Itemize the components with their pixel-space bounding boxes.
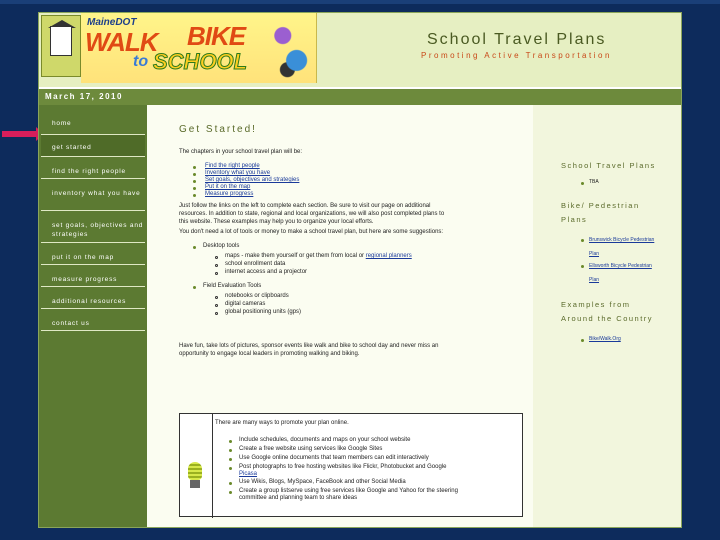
date-text: March 17, 2010 [45,92,123,101]
brand-to: to [133,53,149,70]
bullet-icon [229,458,232,461]
desktop-tool-item: school enrollment data [225,261,286,267]
chapter-link[interactable]: Set goals, objectives and strategies [205,177,300,183]
slide-top-line [0,0,720,4]
bullet-icon [193,180,196,183]
brunswick-plan-link[interactable]: Plan [589,251,600,257]
field-tool-item: notebooks or clipboards [225,293,289,299]
field-tool-item: global positioning units (gps) [225,309,302,315]
chapter-link[interactable]: Inventory what you have [205,170,271,176]
bullet-icon [193,246,196,249]
brunswick-plan-link[interactable]: Brunswick Bicycle Pedestrian [589,237,655,243]
lightbulb-icon [182,424,208,514]
intro-text: The chapters in your school travel plan will be: [179,149,303,155]
kids-biking-illustration [269,17,315,79]
desktop-tool-item: maps - make them yourself or get them from local or regional planners [225,253,412,259]
sub-bullet-icon [215,296,218,299]
content-column [147,105,533,528]
nav-item-home[interactable]: home [41,113,145,135]
promo-item: Include schedules, documents and maps on your school website [239,437,411,443]
stp-item: TBA [589,179,599,185]
bikewalk-link[interactable]: Bike/Walk.Org [589,336,621,342]
field-tool-item: digital cameras [225,301,266,307]
right-title-bike-ped-2: Plans [561,215,588,224]
bullet-icon [193,194,196,197]
school-logo[interactable] [41,15,81,77]
regional-planners-link[interactable]: regional planners [365,253,412,259]
webpage [38,12,682,528]
nav-item-get-started[interactable]: get started [41,135,145,157]
schoolhouse-icon [50,26,72,56]
site-header [39,13,682,87]
promote-online-text [212,414,522,518]
promo-item: Post photographs to free hosting websites like Flickr, Photobucket and Google [239,464,447,470]
sidebar-nav [39,105,147,528]
nav-item-contact-us[interactable]: contact us [41,309,145,331]
tools-intro: You don't need a lot of tools or money to make a school travel plan, but here are some suggestions: [179,229,444,235]
sub-bullet-icon [215,264,218,267]
bullet-icon [581,182,584,185]
chapter-link[interactable]: Measure progress [205,191,254,197]
bullet-icon [229,467,232,470]
bullet-icon [581,339,584,342]
brand-bike: BIKE [187,21,246,51]
promo-item: Create a group listserve using free services like Google and Yahoo for the steering [239,488,458,494]
closing-line: opportunity to engage local leaders in promoting walking and biking. [179,351,360,357]
promo-item-link[interactable]: Picasa [239,471,258,477]
pointer-arrow-icon [2,131,42,137]
promo-item: Use Google online documents that team members can edit interactively [239,455,429,461]
promote-online-box [179,413,523,517]
brand-walk: WALK [85,27,158,57]
ellsworth-plan-link[interactable]: Plan [589,277,600,283]
promo-item: committee and planning team to share ideas [239,495,358,501]
instructions-line: Just follow the links on the left to complete each section. Be sure to visit our page on additional [179,203,431,209]
closing-line: Have fun, take lots of pictures, sponsor events like walk and bike to school day and never miss an [179,343,439,349]
bullet-icon [193,286,196,289]
bulb-base [190,480,200,488]
page-title: Get Started! [179,124,257,135]
date-bar [39,89,682,105]
right-title-examples-2: Around the Country [561,314,654,323]
nav-item-inventory[interactable]: inventory what you have [41,179,145,211]
bullet-icon [229,440,232,443]
bullet-icon [193,166,196,169]
bullet-icon [229,482,232,485]
site-subtitle: Promoting Active Transportation [421,51,612,60]
ellsworth-plan-link[interactable]: Ellsworth Bicycle Pedestrian [589,263,652,269]
nav-item-measure-progress[interactable]: measure progress [41,265,145,287]
bullet-icon [581,239,584,242]
sub-bullet-icon [215,256,218,259]
brand-maine: MaineDOT [87,17,137,28]
sub-bullet-icon [215,272,218,275]
promo-intro: There are many ways to promote your plan online. [215,420,349,426]
site-title: School Travel Plans [427,31,607,48]
instructions-line: resources. In addition to state, regional and local organizations, we will also post completed plans to [179,211,445,217]
bulb-glass [188,462,202,480]
sub-bullet-icon [215,312,218,315]
brand-school: SCHOOL [153,49,248,74]
bullet-icon [229,449,232,452]
instructions-line: this website. These examples may help you to organize your local efforts. [179,219,374,225]
nav-item-additional-resources[interactable]: additional resources [41,287,145,309]
main-area [147,105,682,528]
bullet-icon [193,187,196,190]
right-title-school-travel-plans: School Travel Plans [561,161,656,170]
nav-item-find-the-right-people[interactable]: find the right people [41,157,145,179]
promo-item: Use Wikis, Blogs, MySpace, FaceBook and other Social Media [239,479,406,485]
desktop-tool-item: internet access and a projector [225,269,308,275]
right-title-examples-1: Examples from [561,300,631,309]
nav-item-put-it-on-the-map[interactable]: put it on the map [41,243,145,265]
sub-bullet-icon [215,304,218,307]
nav-item-set-goals[interactable]: set goals, objectives and strategies [41,211,145,243]
right-title-bike-ped-1: Bike/ Pedestrian [561,201,640,210]
bullet-icon [229,491,232,494]
promo-item: Create a free website using services like Google Sites [239,446,383,452]
chapter-link[interactable]: Put it on the map [205,184,251,190]
desktop-tools-label: Desktop tools [203,243,240,249]
bullet-icon [193,173,196,176]
field-tools-label: Field Evaluation Tools [203,283,262,289]
chapter-link[interactable]: Find the right people [205,163,260,169]
walk-bike-logo[interactable] [81,13,317,83]
bullet-icon [581,265,584,268]
